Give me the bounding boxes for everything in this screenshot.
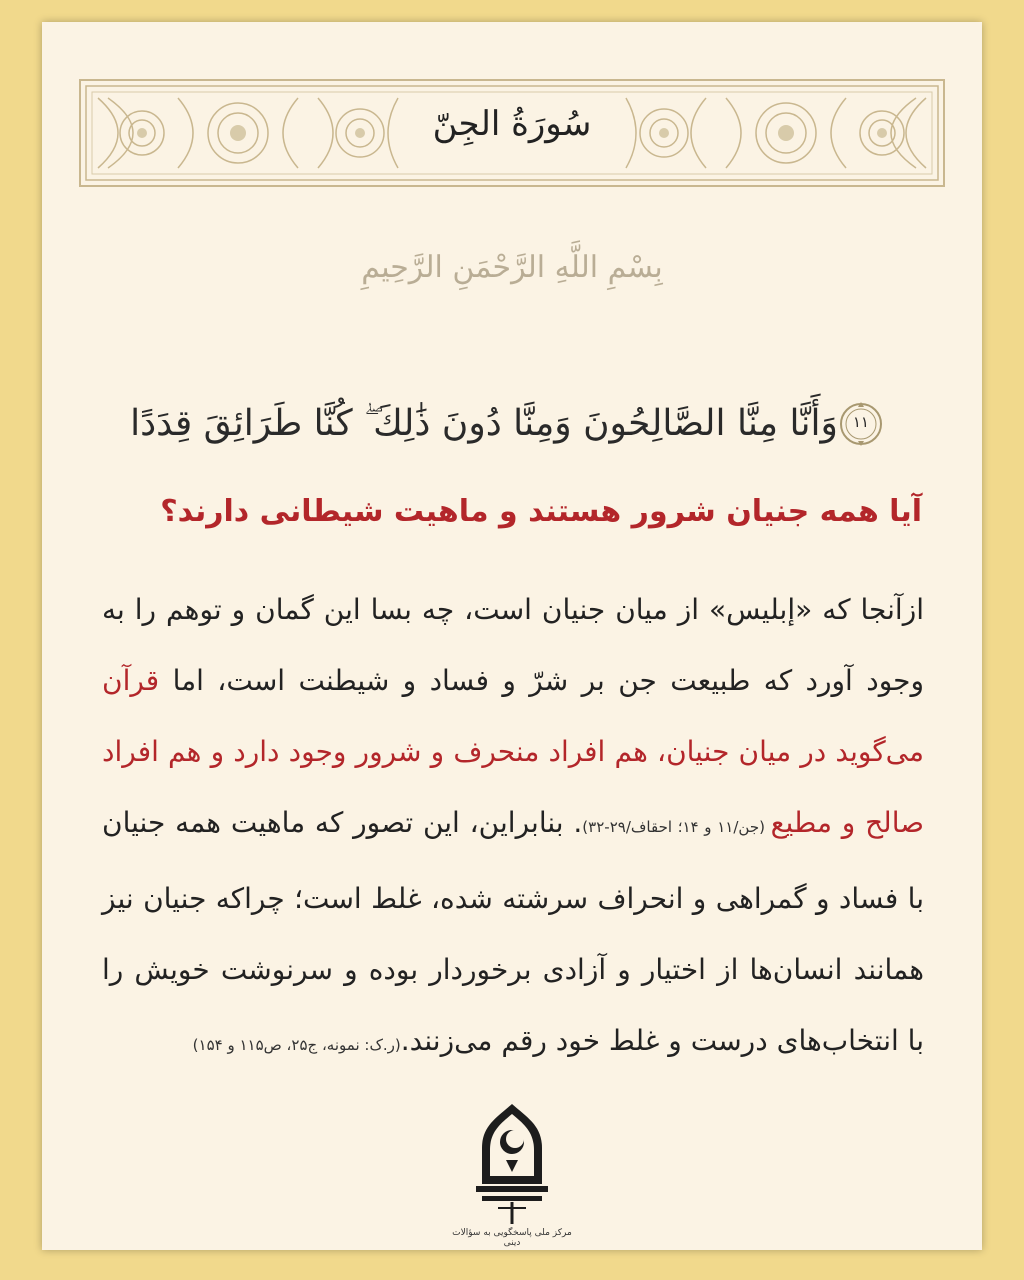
verse-row xyxy=(102,392,922,456)
logo-caption: مرکز ملی پاسخگویی به سؤالات دینی xyxy=(452,1228,572,1248)
paragraph-conclusion: . بنابراین، این تصور که ماهیت همه جنیان با فساد و گمراهی و انحراف سرشته شده، غلط است؛ چراکه جنیان نیز همانند انسان‌ها از اختیار و آزادی برخوردار بوده و سرنوشت خویش را با انتخاب‌های درست و غلط خود رقم می‌زنند. xyxy=(102,806,924,1057)
basmala: بِسْمِ اللَّهِ الرَّحْمَنِ الرَّحِيمِ xyxy=(361,250,663,285)
ayah-number: ١١ xyxy=(852,413,869,431)
surah-title: سُورَةُ الجِنّ xyxy=(432,104,592,144)
answer-paragraph xyxy=(102,574,924,1081)
organization-logo xyxy=(452,1100,572,1248)
ayah-number-marker xyxy=(838,401,884,447)
surah-banner xyxy=(78,78,946,188)
paragraph-intro: ازآنجا که «إبلیس» از میان جنیان است، چه بسا این گمان و توهم را به وجود آورد که طبیعت جن بر شرّ و فساد و شیطنت است، اما xyxy=(102,593,924,697)
quran-verse: وَأَنَّا مِنَّا الصَّالِحُونَ وَمِنَّا دُونَ ذَٰلِكَ ۖ كُنَّا طَرَائِقَ قِدَدًا xyxy=(130,403,838,444)
question-heading: آیا همه جنیان شرور هستند و ماهیت شیطانی دارند؟ xyxy=(160,494,922,529)
highlighted-statement: قرآن می‌گوید در میان جنیان، هم افراد منحرف و شرور وجود دارد و هم افراد صالح و مطیع xyxy=(102,664,924,839)
content-card xyxy=(42,22,982,1250)
dome-logo-icon xyxy=(468,1100,556,1228)
citation-reference: (ر.ک: نمونه، ج۲۵، ص۱۱۵ و ۱۵۴) xyxy=(192,1036,401,1054)
citation-quran: (جن/۱۱ و ۱۴؛ احقاف/۲۹-۳۲) xyxy=(582,818,771,836)
